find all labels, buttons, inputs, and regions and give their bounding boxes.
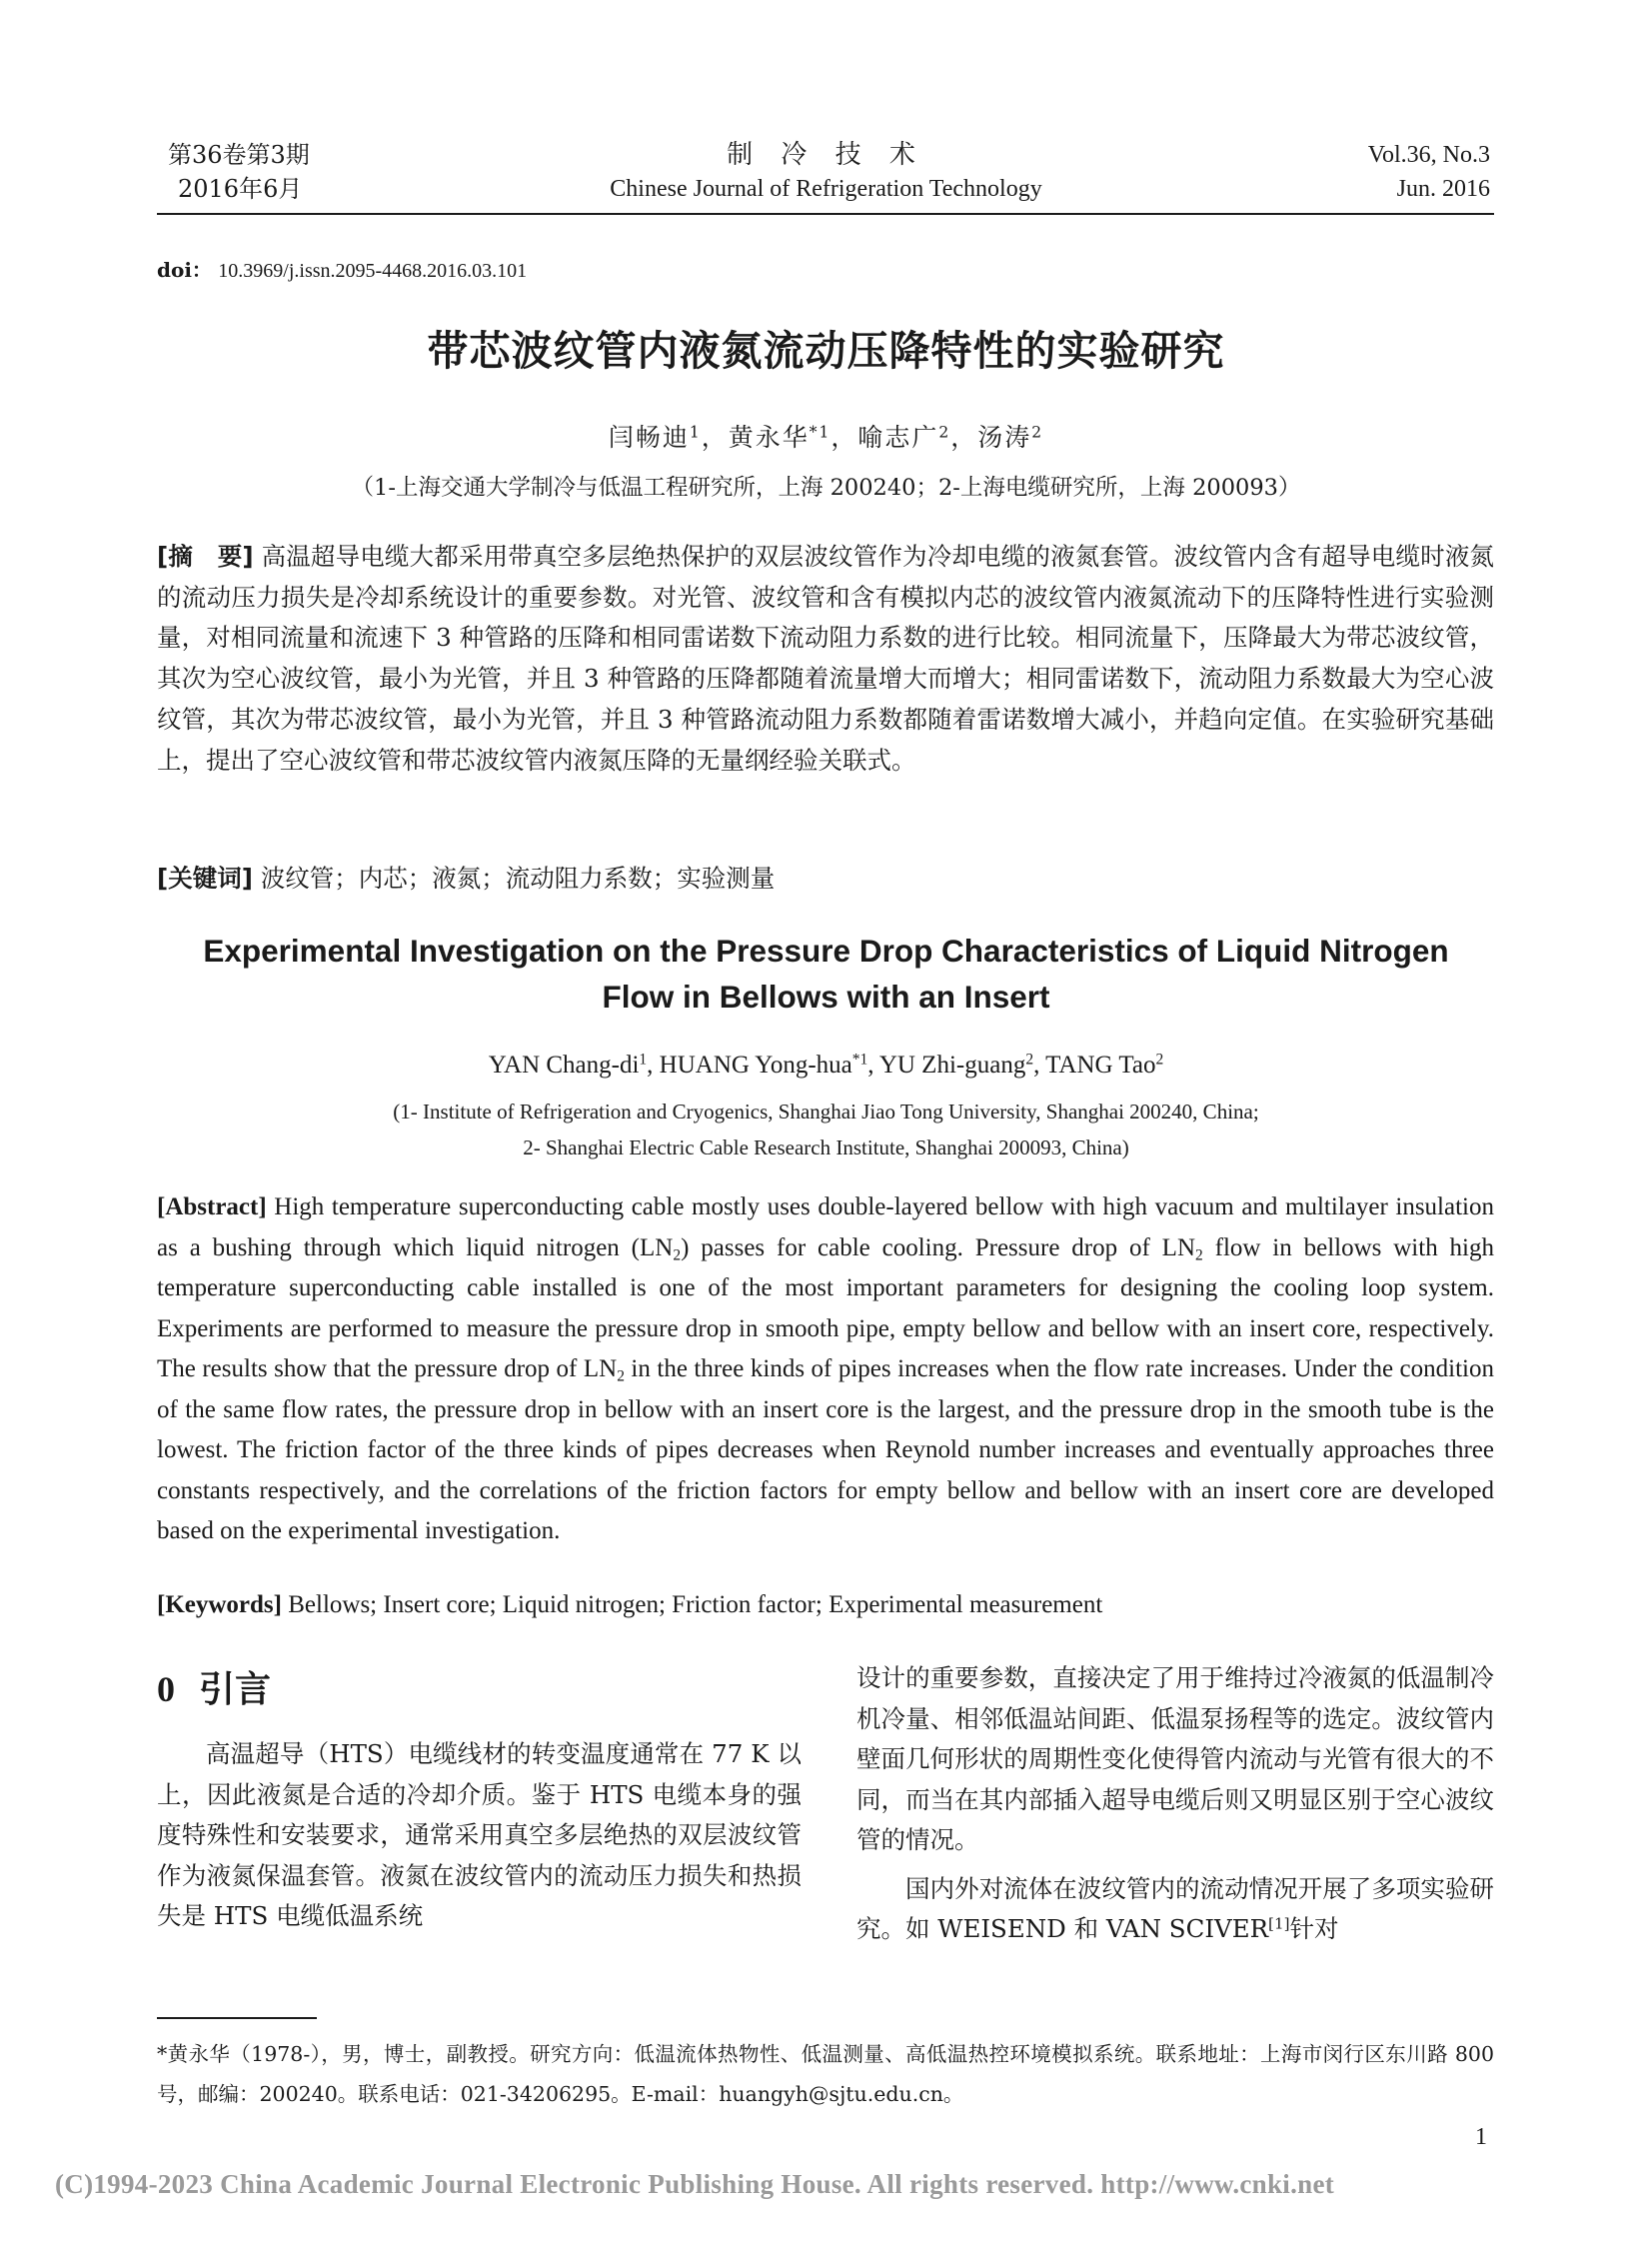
abstract-en-part-1: High temperature superconducting cable mostly uses double-layered bellow with high vacuum and multilayer insulation as a bushing through which liquid nitrogen (LN bbox=[157, 1193, 1494, 1261]
keywords-en-label: [Keywords] bbox=[157, 1591, 282, 1618]
header-date-en: Jun. 2016 bbox=[1396, 176, 1490, 202]
body-column-left bbox=[157, 1734, 802, 1937]
author-en-3-sup: 2 bbox=[1025, 1051, 1034, 1069]
citation-ref: [1] bbox=[1268, 1914, 1290, 1933]
keywords-en bbox=[157, 1591, 1102, 1619]
author-cn-1: 闫畅迪 bbox=[608, 423, 690, 452]
abstract-en-part-4: in the three kinds of pipes increases when the flow rate increases. Under the condition of the same flow rates, the pressure drop in bellow with an insert core is the largest, and the pressure drop in the smooth tube is the lowest. The friction factor of the three kinds of pipes decreases when Reynold number increases and eventually approaches three constants respectively, and the correlations of the friction factors for empty bellow and bellow with an insert core are developed based on the experimental investigation. bbox=[157, 1355, 1494, 1544]
body-column-right bbox=[856, 1658, 1494, 1950]
abstract-en-sub-3: 2 bbox=[617, 1367, 625, 1385]
author-cn-2: 黄永华 bbox=[728, 423, 810, 452]
author-cn-1-sup: 1 bbox=[689, 423, 702, 442]
author-cn-3: 喻志广 bbox=[857, 423, 939, 452]
abstract-en-label: [Abstract] bbox=[157, 1193, 267, 1220]
keywords-cn-label: [关键词] bbox=[157, 864, 253, 893]
title-en-line-2: Flow in Bellows with an Insert bbox=[602, 979, 1050, 1015]
affiliation-en-line-1: (1- Institute of Refrigeration and Cryogenics, Shanghai Jiao Tong University, Shanghai 200240, China; bbox=[393, 1100, 1259, 1123]
abstract-cn bbox=[157, 537, 1494, 781]
title-en-line-1: Experimental Investigation on the Pressure Drop Characteristics of Liquid Nitrogen bbox=[203, 933, 1449, 969]
footnote-rule bbox=[157, 2017, 317, 2019]
author-cn-4: 汤涛 bbox=[977, 423, 1032, 452]
author-en-1-sup: 1 bbox=[639, 1051, 648, 1069]
author-cn-sep-3: ， bbox=[950, 423, 978, 452]
authors-cn bbox=[0, 418, 1652, 454]
author-cn-3-sup: 2 bbox=[938, 423, 951, 442]
keywords-cn-text: 波纹管；内芯；液氮；流动阻力系数；实验测量 bbox=[260, 864, 776, 893]
author-cn-2-sup: *1 bbox=[809, 423, 831, 442]
body-paragraph bbox=[856, 1869, 1494, 1950]
header-volume-en bbox=[1368, 138, 1490, 206]
header-journal-cn: 制 冷 技 术 bbox=[727, 140, 925, 170]
doi-line bbox=[157, 254, 527, 283]
affiliation-en-line-2: 2- Shanghai Electric Cable Research Institute, Shanghai 200093, China) bbox=[523, 1135, 1129, 1159]
author-en-sep-3: , bbox=[1033, 1052, 1046, 1079]
title-cn: 带芯波纹管内液氮流动压降特性的实验研究 bbox=[427, 327, 1225, 375]
header-volume-cn-text: 第36卷第3期 bbox=[168, 141, 310, 169]
affiliation-cn: （1-上海交通大学制冷与低温工程研究所，上海 200240；2-上海电缆研究所，上海 200093） bbox=[351, 475, 1301, 501]
body-paragraph-text: 国内外对流体在波纹管内的流动情况开展了多项实验研究。如 WEISEND 和 VAN SCIVER bbox=[856, 1873, 1494, 1943]
author-en-sep-1: , bbox=[647, 1052, 660, 1079]
abstract-en bbox=[157, 1187, 1494, 1552]
abstract-en-part-2: ) passes for cable cooling. Pressure drop of LN bbox=[681, 1233, 1195, 1261]
author-en-4-sup: 2 bbox=[1155, 1051, 1164, 1069]
header-rule bbox=[157, 213, 1494, 215]
abstract-en-sub-2: 2 bbox=[1195, 1246, 1203, 1264]
section-heading bbox=[157, 1661, 271, 1712]
section-number: 0 bbox=[157, 1669, 175, 1709]
author-cn-sep-2: ， bbox=[830, 423, 858, 452]
body-paragraph: 设计的重要参数，直接决定了用于维持过冷液氮的低温制冷机冷量、相邻低温站间距、低温泵扬程等的选定。波纹管内壁面几何形状的周期性变化使得管内流动与光管有很大的不同，而当在其内部插入超导电缆后则又明显区别于空心波纹管的情况。 bbox=[856, 1663, 1494, 1854]
abstract-en-sub-1: 2 bbox=[673, 1246, 682, 1264]
keywords-cn bbox=[157, 860, 775, 895]
author-en-2-sup: *1 bbox=[851, 1051, 868, 1069]
author-cn-4-sup: 2 bbox=[1031, 423, 1044, 442]
header-journal-en: Chinese Journal of Refrigeration Technology bbox=[610, 176, 1042, 202]
page-number: 1 bbox=[1475, 2124, 1487, 2150]
body-paragraph: 高温超导（HTS）电缆线材的转变温度通常在 77 K 以上，因此液氮是合适的冷却介质。鉴于 HTS 电缆本身的强度特殊性和安装要求，通常采用真空多层绝热的双层波纹管作为液氮保温套管。液氮在波纹管内的流动压力损失和热损失是 HTS 电缆低温系统 bbox=[157, 1739, 802, 1930]
header-date-cn: 2016年6月 bbox=[178, 175, 303, 203]
keywords-en-text: Bellows; Insert core; Liquid nitrogen; Friction factor; Experimental measurement bbox=[281, 1591, 1103, 1618]
author-en-4: TANG Tao bbox=[1045, 1052, 1156, 1079]
author-en-2: HUANG Yong-hua bbox=[659, 1052, 852, 1079]
header-volume-en-text: Vol.36, No.3 bbox=[1367, 142, 1490, 168]
copyright-watermark: (C)1994-2023 China Academic Journal Electronic Publishing House. All rights reserved. http://www.cnki.net bbox=[55, 2169, 1335, 2199]
doi-value: 10.3969/j.issn.2095-4468.2016.03.101 bbox=[218, 260, 528, 282]
body-paragraph-text: 针对 bbox=[1289, 1914, 1339, 1943]
author-en-1: YAN Chang-di bbox=[488, 1052, 640, 1079]
author-cn-sep-1: ， bbox=[701, 423, 729, 452]
doi-label: doi： bbox=[157, 258, 212, 282]
affiliation-en bbox=[0, 1094, 1652, 1165]
title-en bbox=[0, 928, 1652, 1020]
abstract-en-part-3: flow in bellows with high temperature superconducting cable installed is one of the most important parameters for designing the cooling loop system. Experiments are performed to measure the pressure drop in smooth pipe, empty bellow and bellow with an insert core, respectively. The results show that the pressure drop of LN bbox=[157, 1233, 1495, 1382]
author-en-sep-2: , bbox=[867, 1052, 879, 1079]
section-title: 引言 bbox=[199, 1669, 272, 1710]
footnote: *黄永华（1978-），男，博士，副教授。研究方向：低温流体热物性、低温测量、高低温热控环境模拟系统。联系地址：上海市闵行区东川路 800 号，邮编：200240。联系电话：021-34206295。E-mail：huangyh@sjtu.edu.cn。 bbox=[157, 2042, 1494, 2106]
abstract-cn-label: [摘 要] bbox=[157, 542, 254, 571]
abstract-cn-text: 高温超导电缆大都采用带真空多层绝热保护的双层波纹管作为冷却电缆的液氮套管。波纹管内含有超导电缆时液氮的流动压力损失是冷却系统设计的重要参数。对光管、波纹管和含有模拟内芯的波纹管内液氮流动下的压降特性进行实验测量，对相同流量和流速下 3 种管路的压降和相同雷诺数下流动阻力系数的进行比较。相同流量下，压降最大为带芯波纹管，其次为空心波纹管，最小为光管，并且 3 种管路的压降都随着流量增大而增大；相同雷诺数下，流动阻力系数最大为空心波纹管，其次为带芯波纹管，最小为光管，并且 3 种管路流动阻力系数都随着雷诺数增大减小，并趋向定值。在实验研究基础上，提出了空心波纹管和带芯波纹管内液氮压降的无量纲经验关联式。 bbox=[157, 542, 1494, 775]
author-en-3: YU Zhi-guang bbox=[878, 1052, 1026, 1079]
authors-en bbox=[0, 1052, 1652, 1080]
